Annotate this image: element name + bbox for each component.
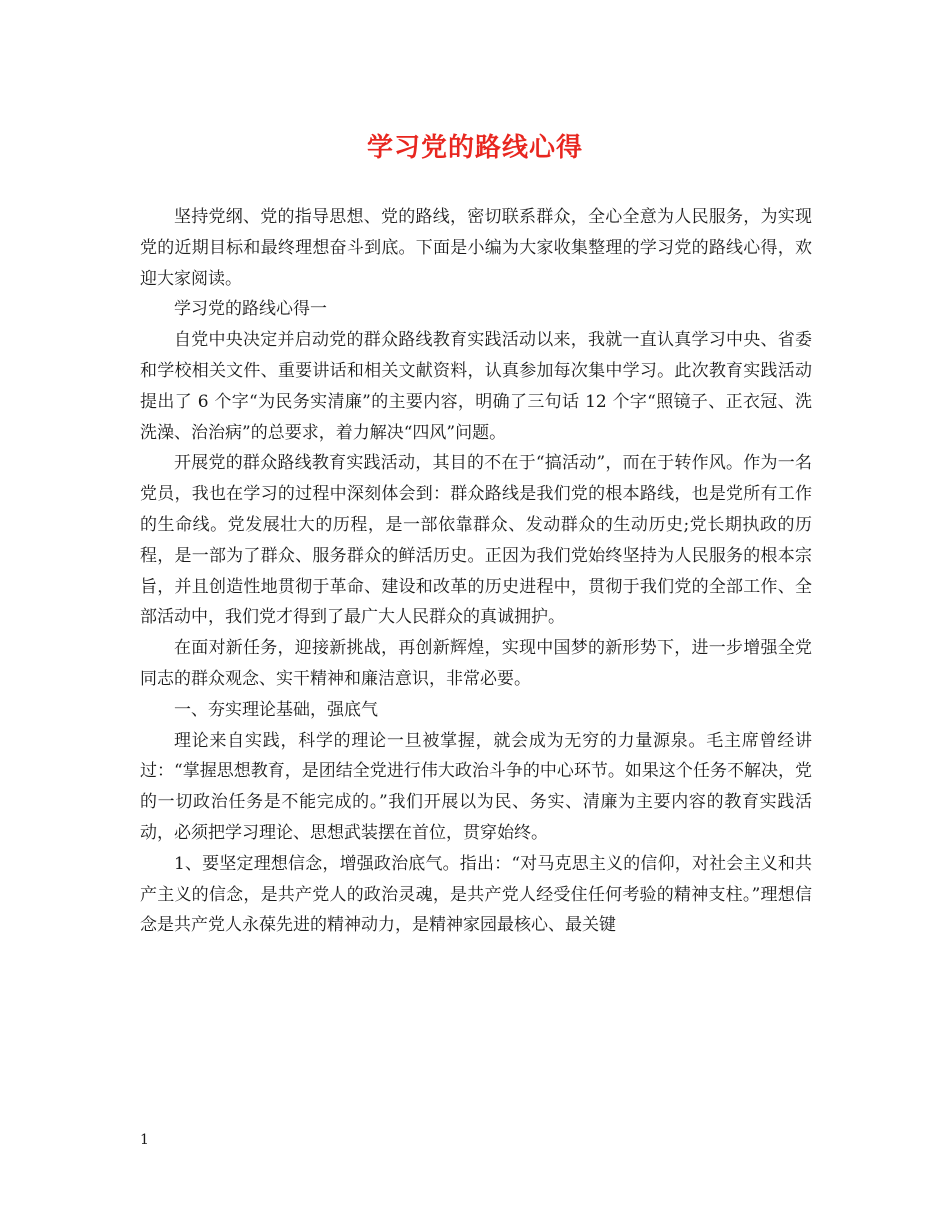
paragraph: 自党中央决定并启动党的群众路线教育实践活动以来，我就一直认真学习中央、省委和学校相关文件、重要讲话和相关文献资料，认真参加每次集中学习。此次教育实践活动提出了 6 个字“为民务实清廉”的主要内容，明确了三句话 12 个字“照镜子、正衣冠、洗洗澡、治治病”的总要求，着力解决“四风”问题。	[140, 330, 812, 443]
paragraph: 在面对新任务，迎接新挑战，再创新辉煌，实现中国梦的新形势下，进一步增强全党同志的群众观念、实干精神和廉洁意识，非常必要。	[140, 638, 812, 689]
paragraph: 理论来自实践，科学的理论一旦被掌握，就会成为无穷的力量源泉。毛主席曾经讲过：“掌握思想教育，是团结全党进行伟大政治斗争的中心环节。如果这个任务不解决，党的一切政治任务是不能完成的。”我们开展以为民、务实、清廉为主要内容的教育实践活动，必须把学习理论、思想武装摆在首位，贯穿始终。	[140, 730, 812, 843]
paragraph: 开展党的群众路线教育实践活动，其目的不在于“搞活动”，而在于转作风。作为一名党员，我也在学习的过程中深刻体会到：群众路线是我们党的根本路线，也是党所有工作的生命线。党发展壮大的历程，是一部依靠群众、发动群众的生动历史;党长期执政的历程，是一部为了群众、服务群众的鲜活历史。正因为我们党始终坚持为人民服务的根本宗旨，并且创造性地贯彻于革命、建设和改革的历史进程中，贯彻于我们党的全部工作、全部活动中，我们党才得到了最广大人民群众的真诚拥护。	[140, 453, 812, 628]
document-body	[140, 202, 812, 941]
paragraph: 1、要坚定理想信念，增强政治底气。指出：“对马克思主义的信仰，对社会主义和共产主义的信念，是共产党人的政治灵魂，是共产党人经受住任何考验的精神支柱。”理想信念是共产党人永葆先进的精神动力，是精神家园最核心、最关键	[140, 853, 812, 936]
document-title: 学习党的路线心得	[366, 133, 583, 163]
paragraph-intro: 坚持党纲、党的指导思想、党的路线，密切联系群众，全心全意为人民服务，为实现党的近期目标和最终理想奋斗到底。下面是小编为大家收集整理的学习党的路线心得，欢迎大家阅读。	[140, 207, 812, 289]
page-number: 1	[140, 1132, 149, 1148]
section-heading-theory-foundation: 一、夯实理论基础，强底气	[174, 699, 378, 720]
section-heading-part-one: 学习党的路线心得一	[174, 299, 327, 320]
